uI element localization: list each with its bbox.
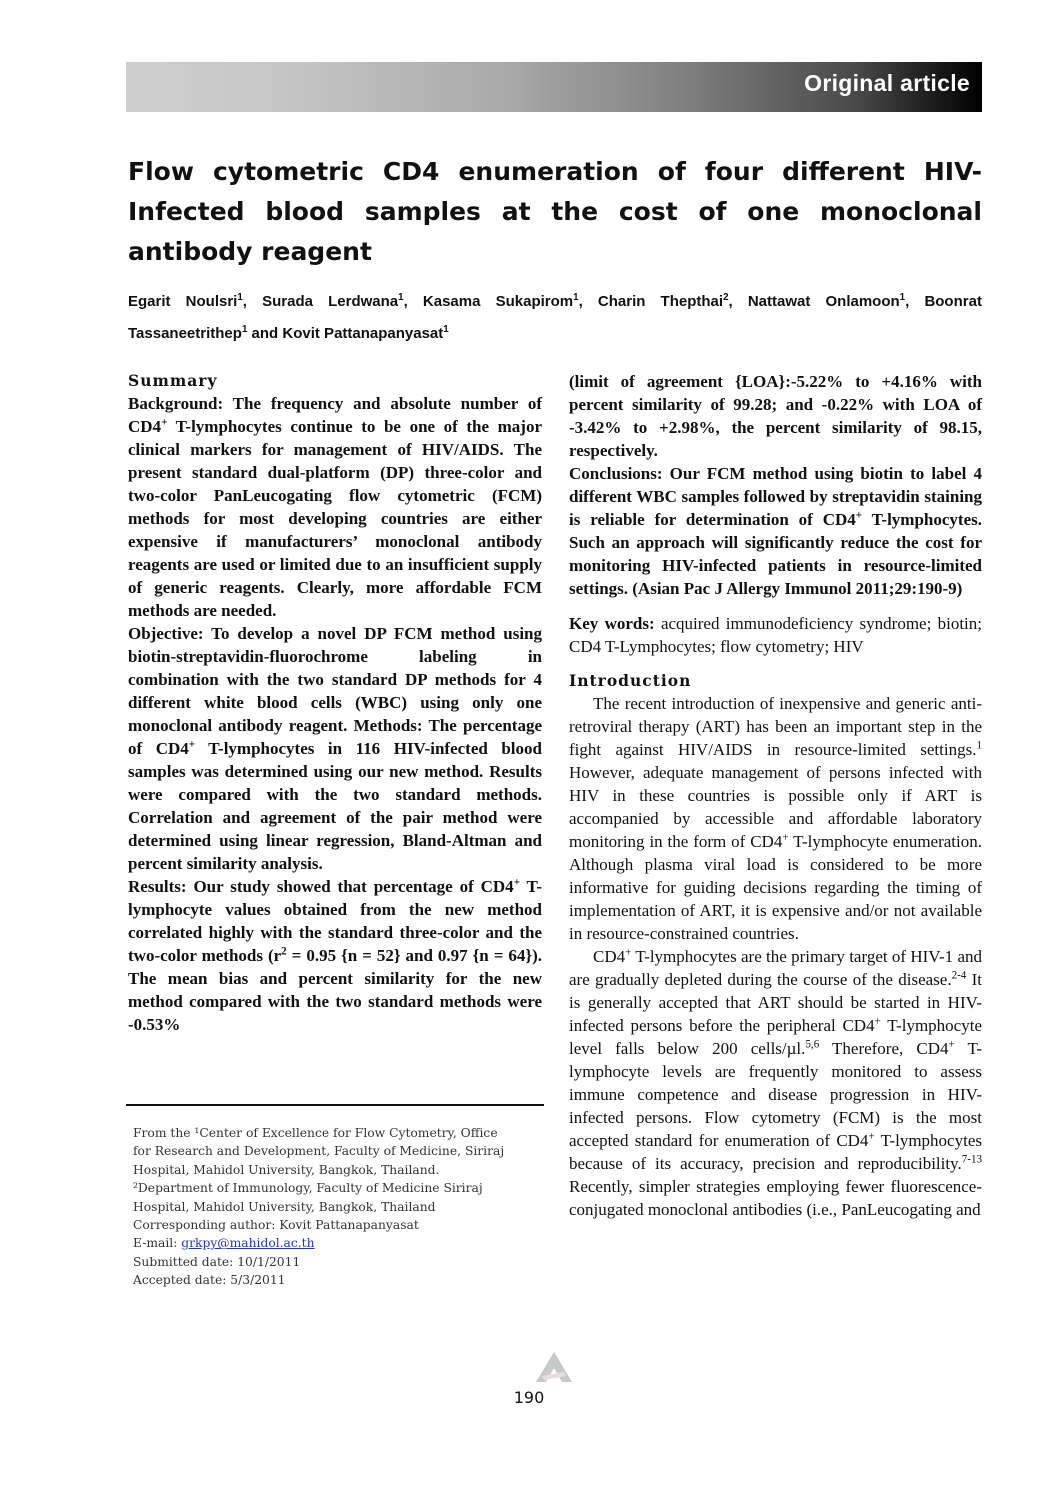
- email-line: [133, 1234, 538, 1252]
- label: Methods:: [353, 716, 423, 735]
- superscript: +: [513, 876, 520, 889]
- citation-ref: 5,6: [805, 1038, 820, 1051]
- affiliation-line: ²Department of Immunology, Faculty of Medicine Siriraj: [133, 1181, 483, 1196]
- text: CD4: [593, 947, 626, 966]
- intro-paragraph: [569, 692, 982, 945]
- superscript: +: [948, 1038, 955, 1051]
- separator: ,: [403, 293, 423, 310]
- superscript: +: [161, 416, 168, 429]
- affiliation-marker: 1: [899, 292, 906, 303]
- superscript: +: [188, 738, 196, 751]
- separator: ,: [905, 293, 925, 310]
- separator: ,: [578, 293, 598, 310]
- affiliation-marker: 1: [237, 292, 243, 303]
- text: T-lymphocytes because of its accuracy, precision and reproducibility.: [569, 1131, 982, 1173]
- affiliation-marker: 1: [398, 292, 404, 303]
- affiliation-line: Hospital, Mahidol University, Bangkok, Thailand: [133, 1199, 436, 1214]
- text: T-lymphocyte enumeration. Although plasma viral load is considered to be more informative for guiding decisions regarding the timing of implementation of ART, it is expensive and/or not available in resource-constrained countries.: [569, 832, 982, 943]
- page-number: 190: [513, 1388, 545, 1407]
- text: It is generally accepted that ART should be started in HIV-infected persons before the peripheral CD4: [569, 970, 982, 1035]
- superscript: +: [782, 831, 789, 844]
- text: T-lymphocyte levels are frequently monitored to assess immune competence and disease progression in HIV-infected persons. Flow cytometry (FCM) is the most accepted standard for enumeration of CD4: [569, 1039, 982, 1150]
- text: The frequency and absolute number of CD4: [128, 394, 542, 436]
- abstract-results: [128, 875, 542, 1036]
- text: T-lymphocytes continue to be one of the major clinical markers for management of HIV/AIDS. The present standard dual-platform (DP) three-color and two-color PanLeucogating flow cytometric (FCM) methods for most developing countries are either expensive if manufacturers’ monoclonal antibody reagents are used or limited due to an insufficient supply of generic reagents. Clearly, more affordable FCM methods are needed.: [128, 417, 542, 620]
- citation-ref: 2-4: [951, 969, 967, 982]
- article-type-label: Original article: [804, 70, 970, 96]
- text: Therefore, CD4: [819, 1039, 949, 1058]
- author-name: Kovit Pattanapanyasat: [282, 325, 444, 342]
- email-label: E-mail:: [133, 1236, 182, 1251]
- separator: and: [247, 325, 283, 342]
- abstract-results-continued: (limit of agreement {LOA}:-5.22% to +4.16% with percent similarity of 99.28; and -0.22% with LOA of -3.42% to +2.98%, the percent similarity of 98.15, respectively.: [569, 372, 982, 460]
- text: The percentage of CD4: [128, 716, 542, 758]
- keywords-label: Key words:: [569, 614, 655, 633]
- text: The recent introduction of inexpensive and generic anti-retroviral therapy (ART) has been an important step in the fight against HIV/AIDS in resource-limited settings.: [569, 694, 982, 759]
- journal-logo-icon: [534, 1350, 574, 1384]
- superscript: +: [868, 1130, 875, 1143]
- abstract-background: [128, 392, 542, 622]
- separator: ,: [728, 293, 748, 310]
- text: T-lymphocyte level falls below 200 cells/µl.: [569, 1016, 982, 1058]
- footnote-divider: [126, 1104, 544, 1106]
- footnote: [133, 1124, 538, 1290]
- label: Background:: [128, 394, 224, 413]
- author-name: Surada Lerdwana: [262, 293, 399, 310]
- right-column: [569, 370, 982, 1221]
- text: Recently, simpler strategies employing fewer fluorescence-conjugated monoclonal antibodies (i.e., PanLeucogating and: [569, 1177, 982, 1219]
- affiliation-marker: 1: [573, 292, 579, 303]
- label: Results:: [128, 877, 187, 896]
- article-type-banner: [126, 62, 982, 112]
- submitted-date: Submitted date: 10/1/2011: [133, 1254, 301, 1269]
- text: T-lymphocyte values obtained from the new method correlated highly with the standard three-color and the two-color methods (r: [128, 877, 542, 965]
- affiliation-marker: 1: [241, 324, 248, 335]
- superscript: +: [874, 1015, 881, 1028]
- affiliation-marker: 1: [443, 324, 449, 335]
- author-name: Charin Thepthai: [597, 293, 724, 310]
- affiliation-marker: 2: [723, 292, 729, 303]
- superscript: 2: [281, 945, 287, 958]
- article-title: Flow cytometric CD4 enumeration of four different HIV-Infected blood samples at the cost of one monoclonal antibody reagent: [128, 157, 982, 266]
- keywords-text: acquired immunodeficiency syndrome; biotin; CD4 T-Lymphocytes; flow cytometry; HIV: [569, 614, 983, 656]
- author-name: Kasama Sukapirom: [422, 293, 574, 310]
- text: To develop a novel DP FCM method using biotin-streptavidin-fluorochrome labeling in combination with the two standard DP methods for 4 different white blood cells (WBC) using only one monoclonal antibody reagent.: [128, 624, 542, 735]
- author-list: [128, 286, 982, 350]
- text: T-lymphocytes in 116 HIV-infected blood samples was determined using our new method. Results were compared with the two standard methods. Correlation and agreement of the pair method were determined using linear regression, Bland-Altman and percent similarity analysis.: [128, 739, 542, 873]
- introduction-heading: Introduction: [569, 671, 692, 690]
- text: T-lymphocytes. Such an approach will significantly reduce the cost for monitoring HIV-infected patients in resource-limited settings.: [569, 510, 982, 598]
- corresponding-author: Corresponding author: Kovit Pattanapanyasat: [133, 1218, 419, 1233]
- left-column: [128, 370, 542, 1036]
- intro-paragraph: [569, 945, 982, 1221]
- accepted-date: Accepted date: 5/3/2011: [133, 1273, 286, 1288]
- superscript: +: [625, 946, 632, 959]
- text: Our FCM method using biotin to label 4 different WBC samples followed by streptavidin staining is reliable for determination of CD4: [569, 464, 982, 529]
- superscript: +: [855, 509, 863, 522]
- keywords: [569, 612, 982, 658]
- summary-heading: Summary: [128, 371, 218, 390]
- author-name: Nattawat Onlamoon: [747, 293, 900, 310]
- abstract-conclusions: [569, 462, 982, 600]
- citation-ref: 7-13: [961, 1153, 982, 1166]
- text: However, adequate management of persons infected with HIV in these countries is possible only if ART is accompanied by accessible and affordable laboratory monitoring in the form of CD4: [569, 763, 982, 851]
- author-name: Boonrat Tassaneetrithep: [128, 293, 982, 342]
- label: Conclusions:: [569, 464, 663, 483]
- text: Our study showed that percentage of CD4: [186, 877, 514, 896]
- text: = 0.95 {n = 52} and 0.97 {n = 64}). The mean bias and percent similarity for the new method compared with the two standard methods were -0.53%: [128, 946, 542, 1034]
- email-link[interactable]: grkpy@mahidol.ac.th: [181, 1236, 315, 1251]
- label: Objective:: [128, 624, 204, 643]
- author-name: Egarit Noulsri: [128, 293, 238, 310]
- text: T-lymphocytes are the primary target of HIV-1 and are gradually depleted during the course of the disease.: [569, 947, 982, 989]
- citation-ref: 1: [976, 739, 982, 752]
- affiliation-line: for Research and Development, Faculty of Medicine, Siriraj: [133, 1144, 505, 1159]
- affiliation-line: Hospital, Mahidol University, Bangkok, Thailand.: [133, 1162, 440, 1177]
- abstract-objective: [128, 622, 542, 875]
- affiliation-line: From the ¹Center of Excellence for Flow Cytometry, Office: [133, 1126, 498, 1140]
- separator: ,: [242, 293, 263, 310]
- citation: (Asian Pac J Allergy Immunol 2011;29:190-9): [632, 579, 963, 598]
